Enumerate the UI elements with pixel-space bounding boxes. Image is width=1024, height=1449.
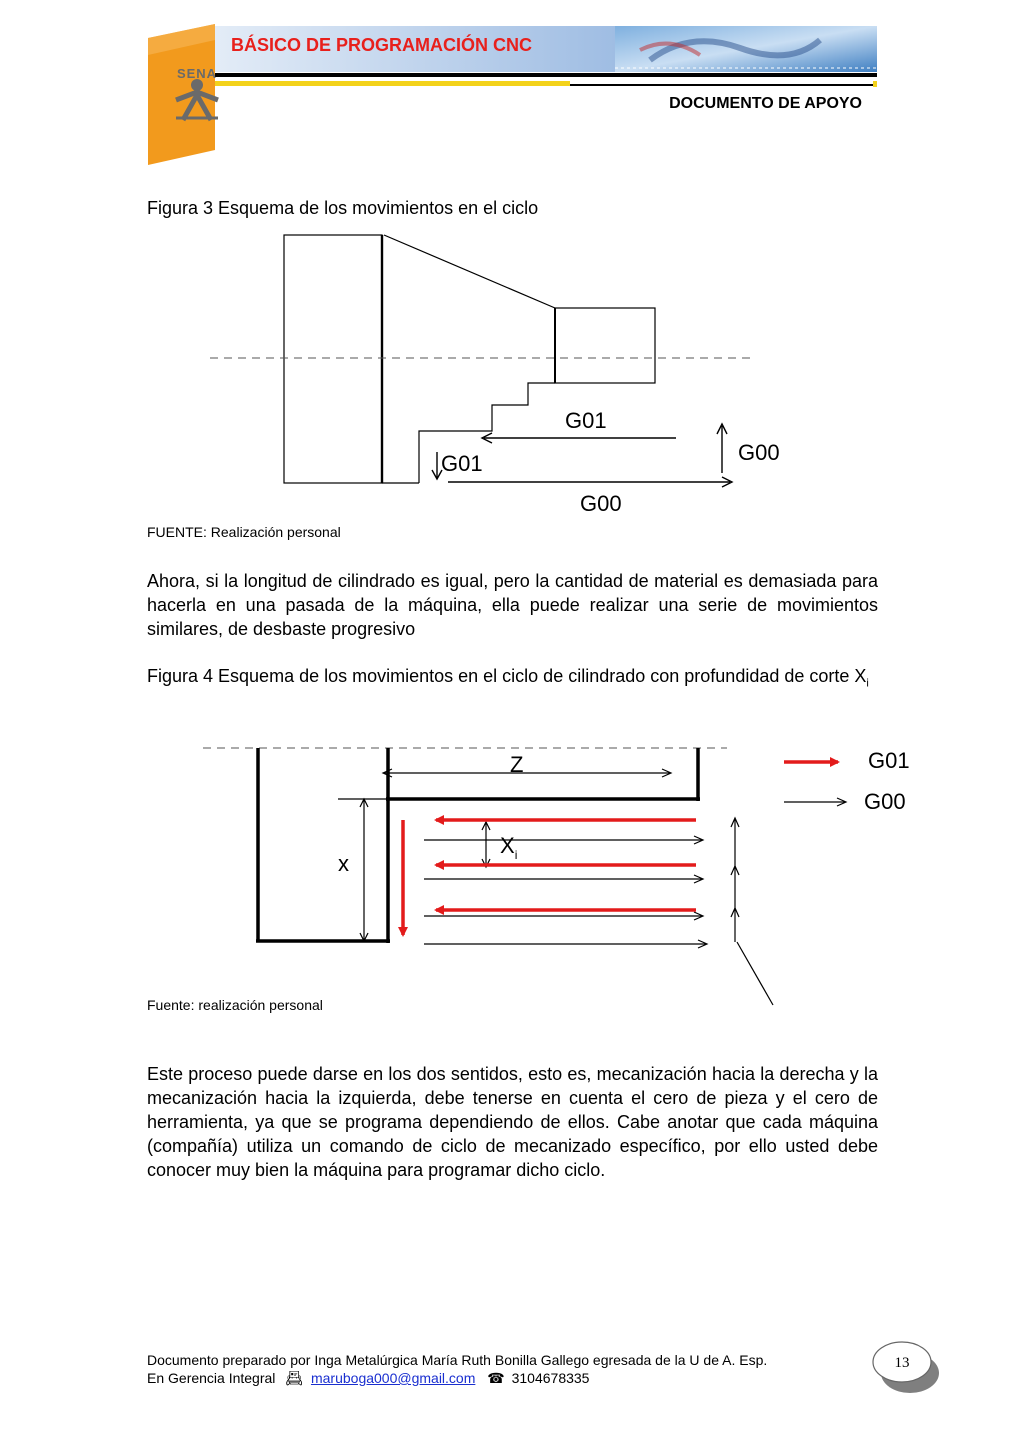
page-number-badge (868, 1338, 948, 1398)
page-header (0, 0, 1024, 170)
footer-line-1: Documento preparado por Inga Metalúrgica María Ruth Bonilla Gallego egresada de la U de A. Esp. (147, 1352, 768, 1368)
figure3-source: FUENTE: Realización personal (147, 524, 341, 540)
figure3-diagram (0, 220, 1024, 520)
paragraph-2: Este proceso puede darse en los dos sentidos, esto es, mecanización hacia la derecha y la mecanización hacia la izquierda, debe tenerse en cuenta el cero de pieza y el cero de herramienta, ya que se programa dependiendo de ellos. Cabe anotar que cada máquina (compañía) utiliza un comando de ciclo de mecanizado específico, por ello usted debe conocer muy bien la máquina para programar dicho ciclo. (147, 1064, 878, 1180)
sena-logo-text: SENA (176, 66, 218, 81)
page-footer (147, 1351, 867, 1387)
fig3-label-g00-right: G00 (738, 440, 780, 465)
page-number: 13 (894, 1355, 910, 1371)
legend-g01-label: G01 (868, 748, 910, 773)
figure4-diagram (0, 735, 1024, 1015)
header-graphic (0, 0, 1024, 170)
footer-line-2 (147, 1369, 867, 1387)
figure3-caption: Figura 3 Esquema de los movimientos en el ciclo (147, 198, 539, 218)
fig4-label-z: Z (510, 752, 524, 777)
paragraph-1: Ahora, si la longitud de cilindrado es igual, pero la cantidad de material es demasiada para hacerla en una pasada de la máquina, ella puede realizar una serie de movimientos similares, de desbaste progresivo (147, 571, 878, 639)
footer-phone: 3104678335 (511, 1370, 590, 1386)
contact-card-icon: 📇︎ (285, 1370, 304, 1386)
figure4-source: Fuente: realización personal (147, 997, 323, 1013)
fig4-label-xi-main: X (500, 833, 515, 858)
fig3-label-g00-bottom: G00 (580, 491, 622, 516)
figure4-caption (147, 664, 878, 696)
legend-g00-label: G00 (864, 789, 906, 814)
fig4-label-x: x (338, 851, 349, 876)
footer-email-link[interactable]: maruboga000@gmail.com (310, 1370, 476, 1386)
figure4-caption-text: Figura 4 Esquema de los movimientos en el ciclo de cilindrado con profundidad de corte X (147, 666, 867, 686)
fig4-label-xi (500, 833, 517, 862)
fig4-label-xi-sub: i (514, 848, 518, 862)
document-title: BÁSICO DE PROGRAMACIÓN CNC (231, 35, 533, 55)
fig3-label-g01-left: G01 (441, 451, 483, 476)
document-subtitle: DOCUMENTO DE APOYO (669, 95, 862, 112)
phone-icon: ☎ (487, 1370, 505, 1386)
footer-prefix: En Gerencia Integral (147, 1370, 276, 1386)
figure4-caption-subscript: i (866, 677, 869, 690)
fig3-label-g01-top: G01 (565, 408, 607, 433)
